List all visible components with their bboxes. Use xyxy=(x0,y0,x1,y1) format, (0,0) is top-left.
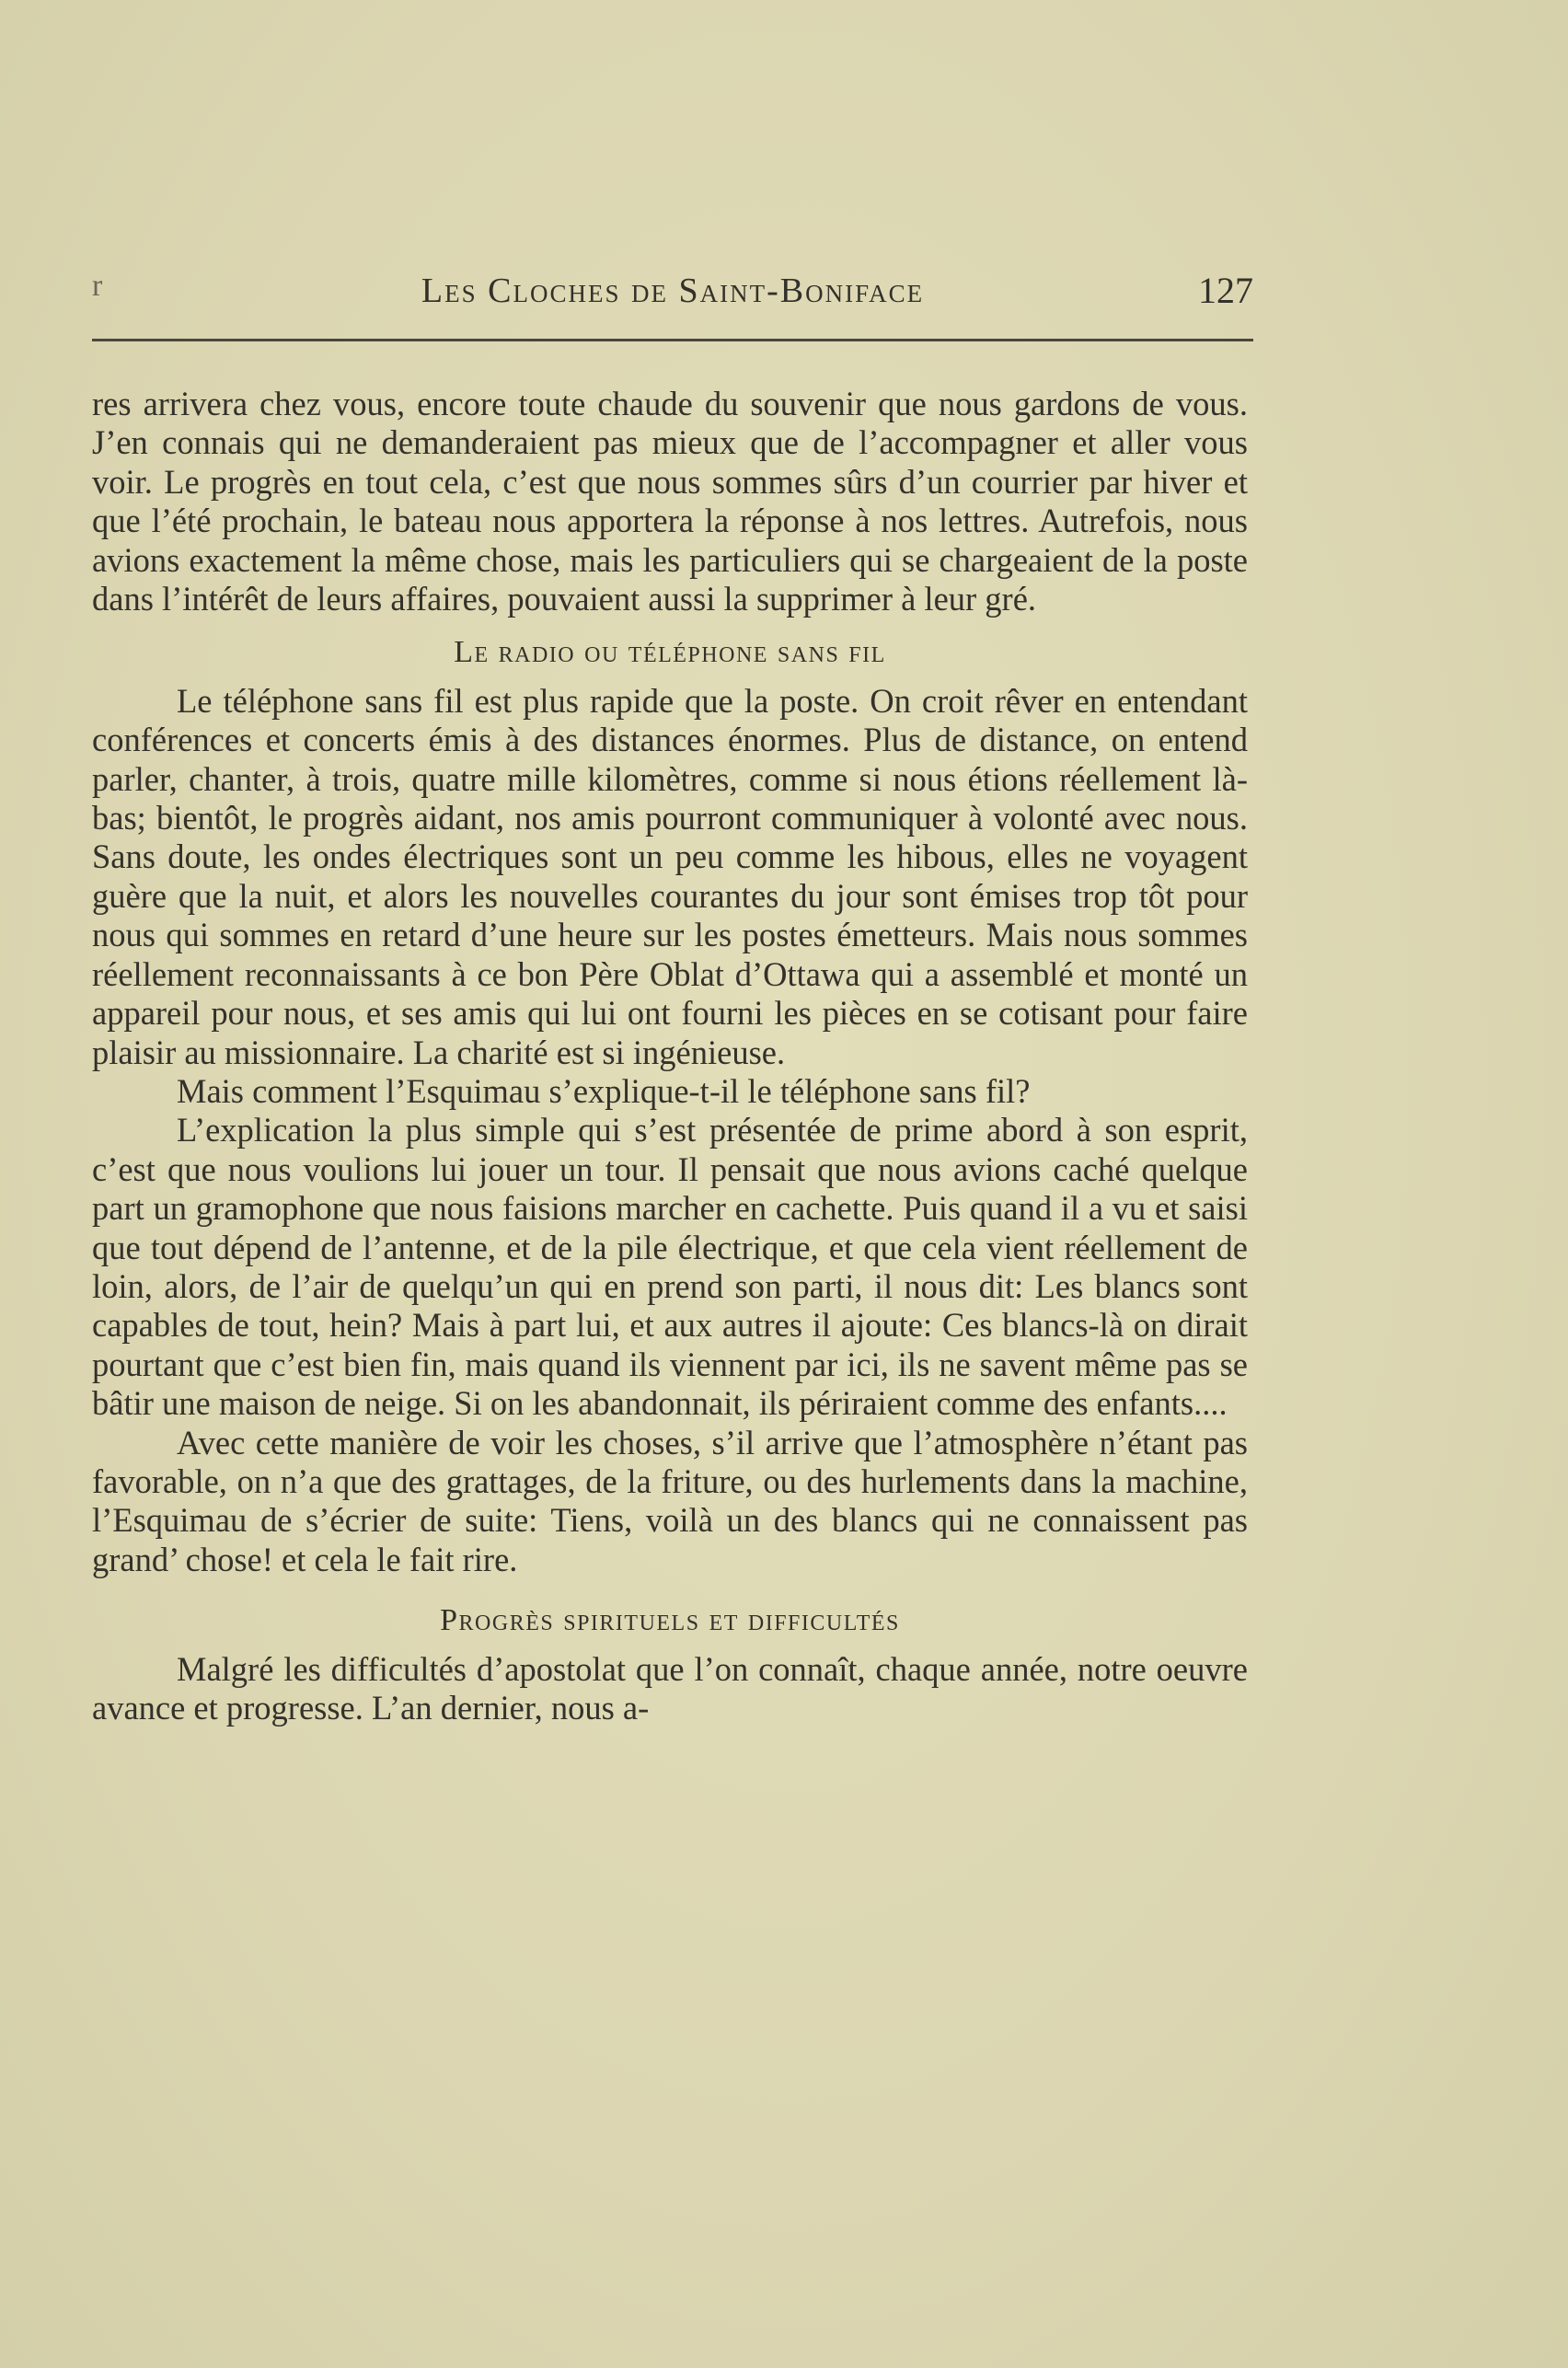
running-title: Les Cloches de Saint-Boniface xyxy=(421,271,925,310)
page-number: 127 xyxy=(1198,270,1253,311)
header-rule xyxy=(92,339,1253,341)
section-heading-progress: Progrès spirituels et difficultés xyxy=(440,1603,900,1638)
paragraph-question: Mais comment l’Esquimau s’explique-t-il le téléphone sans fil? xyxy=(177,1071,1031,1110)
corner-mark: r xyxy=(92,269,103,303)
paragraph-atmosphere: Avec cette manière de voir les choses, s’il arrive que l’atmosphère n’étant pas favorable, on n’a que des grattages, de la friture, ou des hurlements dans la machine, l’Esquimau de s’écrier de suite: Tiens, voilà un des blancs qui ne connaissent pas grand’ chose! et cela le fait rire. xyxy=(92,1423,1248,1578)
paragraph-radio: Le téléphone sans fil est plus rapide que la poste. On croit rêver en entendant conférences et concerts émis à des distances énormes. Plus de distance, on entend parler, chanter, à trois, quatre mille kilomètres, comme si nous étions réellement là-bas; bientôt, le progrès aidant, nos amis pourront communiquer à volonté avec nous. Sans doute, les ondes électriques sont un peu comme les hibous, elles ne voyagent guère que la nuit, et alors les nouvelles courantes du jour sont émises trop tôt pour nous qui sommes en retard d’une heure sur les postes émetteurs. Mais nous sommes réellement reconnaissants à ce bon Père Oblat d’Ottawa qui a assemblé et monté un appareil pour nous, et ses amis qui lui ont fourni les pièces en se cotisant pour faire plaisir au missionnaire. La charité est si ingénieuse. xyxy=(92,681,1248,1071)
page-header xyxy=(92,263,1253,318)
paragraph-continued: res arrivera chez vous, encore toute chaude du souvenir que nous gardons de vous. J’en connais qui ne demanderaient pas mieux que de l’accompagner et aller vous voir. Le progrès en tout cela, c’est que nous sommes sûrs d’un courrier par hiver et que l’été prochain, le bateau nous apportera la réponse à nos lettres. Autrefois, nous avions exactement la même chose, mais les particuliers qui se chargeaient de la poste dans l’intérêt de leurs affaires, pouvaient aussi la supprimer à leur gré. xyxy=(92,385,1248,618)
paragraph-progress: Malgré les difficultés d’apostolat que l’on connaît, chaque année, notre oeuvre avance et progresse. L’an dernier, nous a- xyxy=(92,1649,1248,1727)
section-heading-radio: Le radio ou téléphone sans fil xyxy=(454,635,886,670)
paragraph-explanation: L’explication la plus simple qui s’est présentée de prime abord à son esprit, c’est que nous voulions lui jouer un tour. Il pensait que nous avions caché quelque part un gramophone que nous faisions marcher en cachette. Puis quand il a vu et saisi que tout dépend de l’antenne, et de la pile électrique, et que cela vient réellement de loin, alors, de l’air de quelqu’un qui en prend son parti, il nous dit: Les blancs sont capables de tout, hein? Mais à part lui, et aux autres il ajoute: Ces blancs-là on dirait pourtant que c’est bien fin, mais quand ils viennent par ici, ils ne savent même pas se bâtir une maison de neige. Si on les abandonnait, ils périraient comme des enfants.... xyxy=(92,1111,1248,1423)
page-text xyxy=(92,385,1248,1727)
